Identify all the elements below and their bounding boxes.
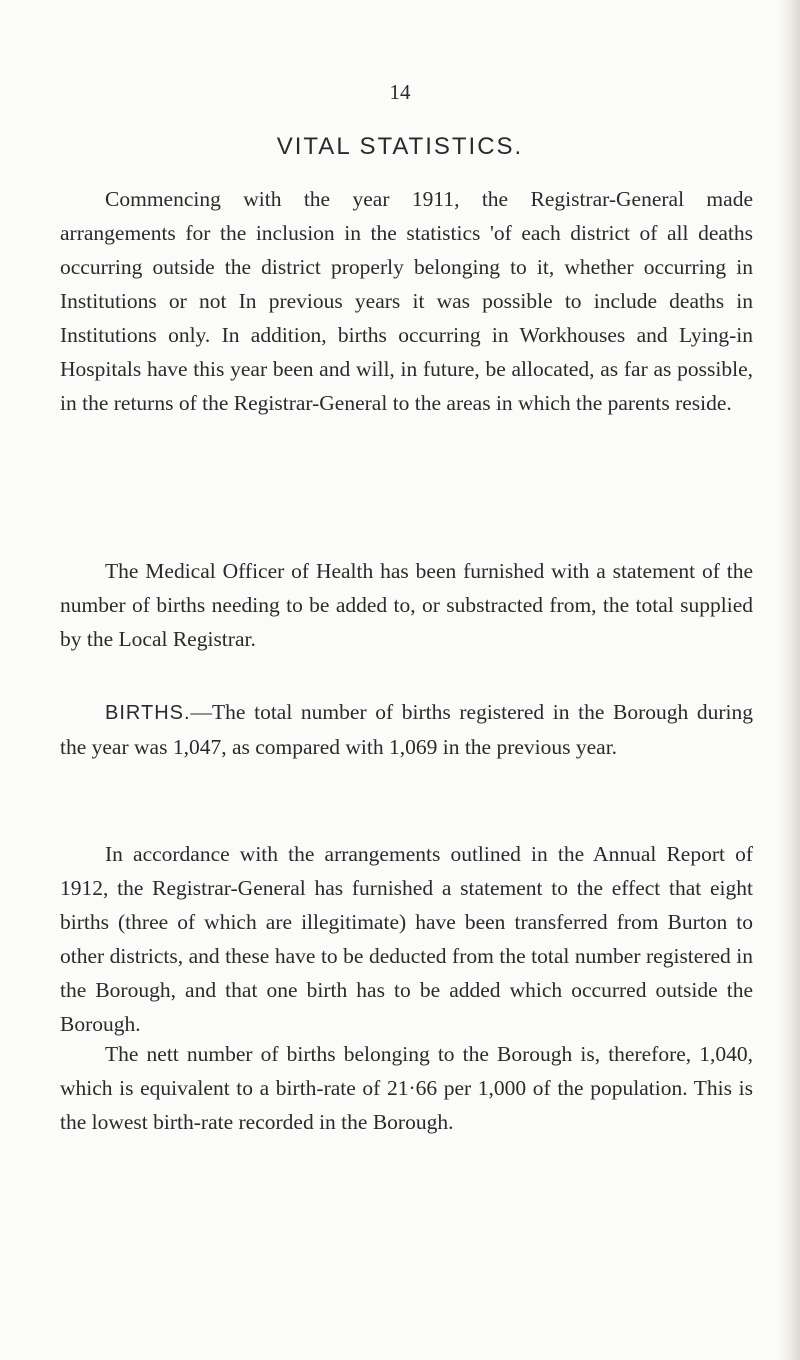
page-number: 14 xyxy=(389,80,411,104)
page-title: VITAL STATISTICS. xyxy=(276,133,524,160)
paragraph-arrangements: In accordance with the arrangements outlined in the Annual Report of 1912, the Registrar-General has furnished a statement to the effect that eight births (three of which are illegitimate) have been transferred from Burton to other districts, and these have to be deducted from the total number registered in the Borough, and that one birth has to be added which occurred outside the Borough. xyxy=(60,842,753,1036)
paragraph-intro: Commencing with the year 1911, the Registrar-General made arrangements for the inclusion in the statistics 'of each district of all deaths occurring outside the district properly belonging to it, whether occurring in Institutions or not In previous years it was possible to include deaths in Institutions only. In addition, births occurring in Workhouses and Lying-in Hospitals have this year been and will, in future, be allocated, as far as possible, in the returns of the Registrar-General to the areas in which the parents reside. xyxy=(60,187,753,415)
paragraph-births xyxy=(60,695,753,764)
paragraph-medical-officer: The Medical Officer of Health has been furnished with a statement of the number of births needing to be added to, or substracted from, the total supplied by the Local Registrar. xyxy=(60,559,753,651)
births-heading: BIRTHS. xyxy=(105,702,191,724)
paragraph-nett-births: The nett number of births belonging to the Borough is, therefore, 1,040, which is equivalent to a birth-rate of 21·66 per 1,000 of the population. This is the lowest birth-rate recorded in the Borough. xyxy=(60,1042,753,1134)
page-edge-shadow xyxy=(778,0,800,1360)
births-text: —The total number of births registered in the Borough during the year was 1,047, as compared with 1,069 in the previous year. xyxy=(60,700,753,759)
